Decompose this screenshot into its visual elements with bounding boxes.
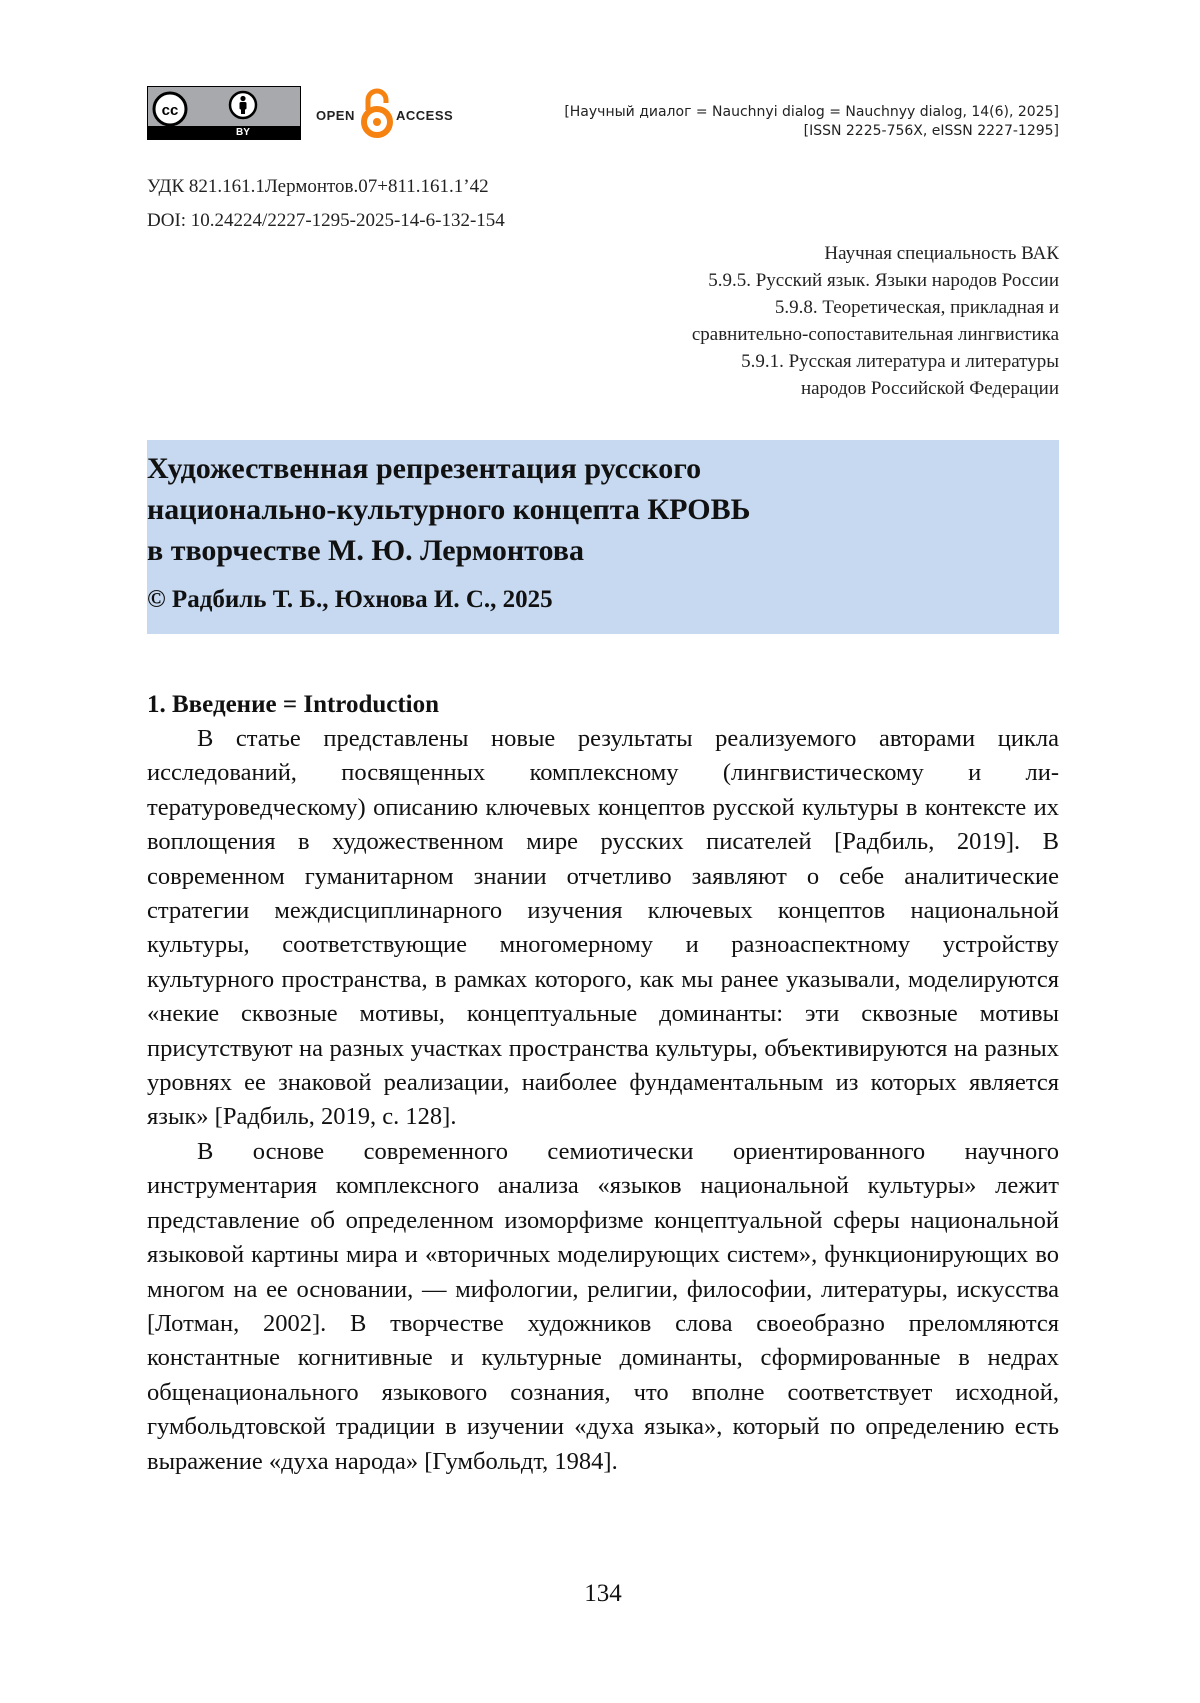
- attribution-icon: [228, 90, 258, 120]
- specialty-line: сравнительно-сопоставительная лингвистика: [691, 324, 1059, 345]
- title-line: Художественная репрезентация русского: [147, 452, 702, 485]
- open-access-lock-icon: [360, 86, 394, 140]
- section-heading: 1. Введение = Introduction: [147, 691, 440, 718]
- specialty-line: Научная специальность ВАК: [824, 243, 1059, 264]
- specialty-line: 5.9.5. Русский язык. Языки народов России: [708, 270, 1059, 291]
- open-access-logo[interactable]: [316, 86, 466, 140]
- cc-by-license-badge[interactable]: [147, 86, 301, 140]
- doi-link[interactable]: DOI: 10.24224/2227-1295-2025-14-6-132-154: [147, 210, 505, 231]
- journal-page: [147, 0, 1059, 1703]
- license-band: [148, 126, 300, 139]
- udk-code: УДК 821.161.1Лермонтов.07+811.161.1’42: [147, 176, 489, 197]
- page-number: 134: [584, 1580, 622, 1607]
- article-title-box: [147, 440, 1059, 634]
- license-by-label: BY: [236, 127, 250, 138]
- title-line: национально-культурного концепта КРОВЬ: [147, 493, 751, 526]
- open-access-access-label: ACCESS: [396, 108, 454, 123]
- title-line: в творчестве М. Ю. Лермонтова: [147, 534, 584, 567]
- journal-citation: [Научный диалог = Nauchnyi dialog = Nauchnyy dialog, 14(6), 2025]: [564, 104, 1059, 120]
- specialty-block: [692, 240, 1059, 402]
- specialty-line: 5.9.1. Русская литература и литературы: [741, 351, 1059, 372]
- svg-text:cc: cc: [161, 102, 179, 119]
- journal-reference: [564, 103, 1059, 141]
- specialty-line: народов Российской Федерации: [800, 378, 1059, 399]
- article-authors: © Радбиль Т. Б., Юхнова И. С., 2025: [147, 586, 553, 613]
- open-access-open-label: OPEN: [316, 108, 355, 123]
- paragraph: В основе современного семиотически ориентированного научного инструментария комплексного анализа «языков национальной культуры» лежит представление об определенном изоморфизме концептуальной сферы национальной языковой картины мира и «вторичных моделирующих систем», функционирующих во многом на ее основании, — мифологии, религии, философии, литературы, искусства [Лотман, 2002]. В творчестве художников слова своеобразно преломляются константные когнитивные и культурные доминанты, сформированные в недрах общенационального языкового сознания, что вполне соответствует исходной, гумбольдтовской традиции в изучении «духа языка», который по определению есть выражение «духа народа» [Гумбольдт, 1984].: [147, 1137, 1059, 1475]
- journal-issn: [ISSN 2225-756X, eISSN 2227-1295]: [803, 123, 1059, 139]
- body-text: [147, 722, 1059, 1479]
- page-header: [147, 86, 1059, 146]
- paragraph: В статье представлены новые результаты реализуемого авторами цикла исследований, посвященных комплексному (лингвистическому и литературоведческому) описанию ключевых концептов русской культуры в контексте их воплощения в художественном мире русских писателей [Радбиль, 2019]. В современном гуманитарном знании отчетливо заявляют о себе аналитические стратегии междисциплинарного изучения ключевых концептов национальной культуры, соответствующие многомерному и разноаспектному устройству культурного пространства, в рамках которого, как мы ранее указывали, моделируются «некие сквозные мотивы, концептуальные доминанты: эти сквозные мотивы присутствуют на разных участках пространства культуры, объективируются на разных уровнях ее знаковой реализации, наиболее фундаментальным из которых является язык» [Радбиль, 2019, с. 128].: [147, 725, 1059, 1131]
- specialty-line: 5.9.8. Теоретическая, прикладная и: [774, 297, 1059, 318]
- creative-commons-icon: [152, 91, 188, 127]
- article-title: [147, 448, 1059, 571]
